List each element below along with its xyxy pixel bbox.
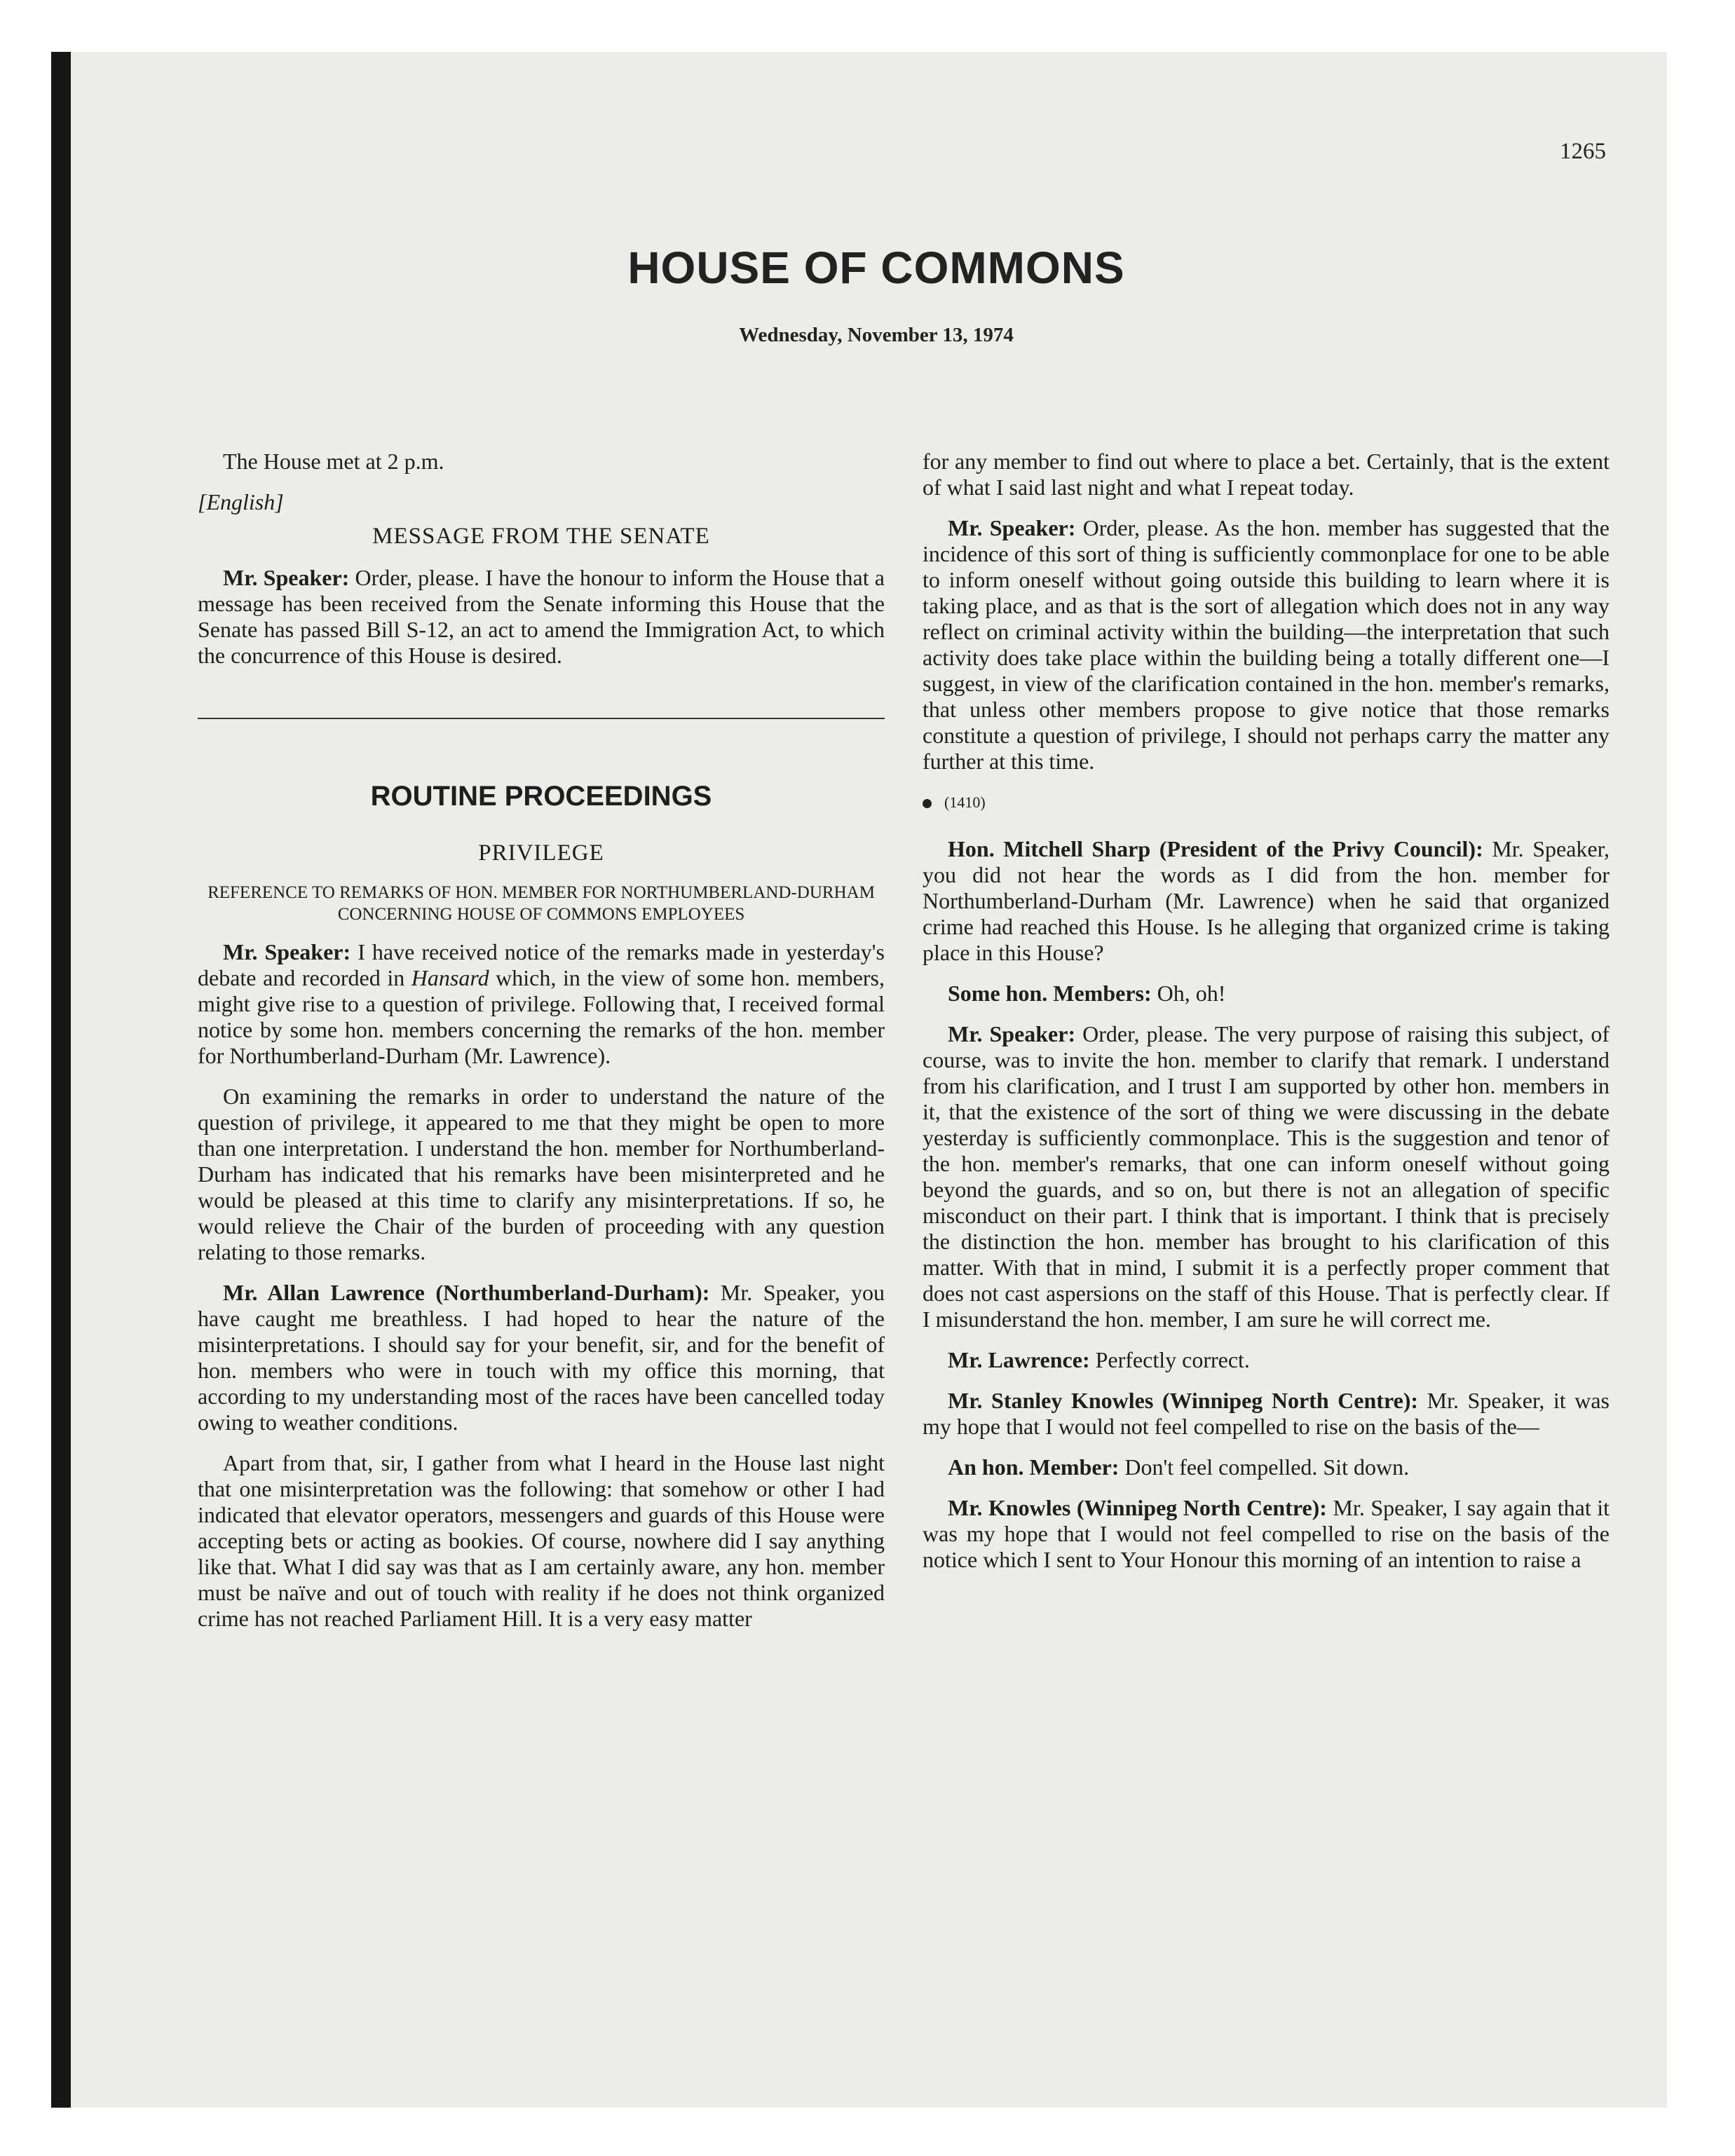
language-marker: [English] [198,489,284,514]
timestamp [923,789,1610,815]
speech-text: Order, please. The very purpose of raising this subject, of course, was to invite the hon. member to clarify that remark. I understand from his clarification, and I trust I am supported by other hon. members in it, that the existence of the sort of thing we were discussing in the debate yesterday is sufficiently commonplace. This is the suggestion and tenor of the hon. member's remarks, that one can inform oneself without going beyond the guards, and so on, but there is not an allegation of specific misconduct on their part. I think that is important. I think that is precisely the distinction the hon. member has brought to his clarification of this matter. With that in mind, I submit it is a perfectly proper comment that does not cast aspersions on the staff of this House. That is perfectly clear. If I misunderstand the hon. member, I am sure he will correct me. [923,1021,1610,1332]
page-title: HOUSE OF COMMONS [627,243,1125,293]
paragraph [923,1454,1610,1480]
paragraph [198,565,885,669]
sitting-date: Wednesday, November 13, 1974 [739,324,1014,346]
paragraph [923,981,1610,1007]
section-divider [198,718,885,719]
speech-text: Mr. Speaker, you did not hear the words as I did from the hon. member for Northumberland-Durham (Mr. Lawrence) when he said that organized crime had reached this House. Is he alleging that organized crime is taking place in this House? [923,836,1610,965]
section-heading-routine: ROUTINE PROCEEDINGS [370,781,712,812]
speech-text: Perfectly correct. [1089,1347,1250,1372]
speech-text: Order, please. As the hon. member has suggested that the incidence of this sort of thing is sufficiently commonplace for one to be able to inform oneself without going outside this building to learn where it is taking place, and as that is the sort of allegation which does not in any way reflect on criminal activity within the building—the interpretation that such activity does take place within the building being a totally different one—I suggest, in view of the clarification contained in the hon. member's remarks, that unless other members propose to give notice that those remarks constitute a question of privilege, I should not perhaps carry the matter any further at this time. [923,515,1610,774]
speaker-name: Mr. Knowles (Winnipeg North Centre): [948,1495,1327,1520]
subheading: REFERENCE TO REMARKS OF HON. MEMBER FOR NORTHUMBERLAND-DURHAM CONCERNING HOUSE OF COMMONS EMPLOYEES [207,883,875,924]
speaker-name: Mr. Speaker: [223,939,351,964]
timestamp-text: (1410) [944,793,986,811]
paragraph [923,515,1610,775]
section-heading-privilege: PRIVILEGE [478,840,604,866]
bullet-icon [923,799,932,808]
right-column [923,449,1610,1588]
speaker-name: Some hon. Members: [948,981,1152,1006]
paragraph [923,1388,1610,1440]
paragraph: Apart from that, sir, I gather from what I heard in the House last night that one misinterpretation was the following: that somehow or other I had indicated that elevator operators, messengers and guards of this House were accepting bets or acting as bookies. Of course, nowhere did I say anything like that. What I did say was that as I am certainly aware, any hon. member must be naïve and out of touch with reality if he does not think organized crime has not reached Parliament Hill. It is a very easy matter [198,1450,885,1631]
speaker-name: Hon. Mitchell Sharp (President of the Privy Council): [948,836,1483,861]
paragraph: On examining the remarks in order to understand the nature of the question of privilege, it appeared to me that they might be open to more than one interpretation. I understand the hon. member for Northumberland-Durham has indicated that his remarks have been misinterpreted and he would be pleased at this time to clarify any misinterpretations. If so, he would relieve the Chair of the burden of proceeding with any question relating to those remarks. [198,1084,885,1264]
paragraph [923,1495,1610,1573]
speaker-name: Mr. Speaker: [948,1021,1076,1046]
paragraph [923,836,1610,966]
speech-text: Don't feel compelled. Sit down. [1119,1454,1410,1480]
speech-text: Mr. Speaker, I say again that it was my hope that I would not feel compelled to rise on the basis of the notice which I sent to Your Honour this morning of an intention to raise a [923,1495,1610,1572]
speaker-name: Mr. Lawrence: [948,1347,1090,1372]
speech-text: which, in the view of some hon. members, might give rise to a question of privilege. Following that, I received formal notice by some hon. members concerning the remarks of the hon. member for Northumberland-Durham (Mr. Lawrence). [198,965,885,1068]
speech-text: Mr. Speaker, it was my hope that I would not feel compelled to rise on the basis of the— [923,1388,1610,1439]
paragraph [923,1021,1610,1332]
speech-text: I have received notice of the remarks made in yesterday's debate and recorded in [198,939,885,990]
scan-edge [51,52,71,2108]
hansard-title: Hansard [411,965,489,990]
speaker-name: Mr. Allan Lawrence (Northumberland-Durham): [223,1280,710,1305]
paragraph [198,939,885,1069]
opening-line: The House met at 2 p.m. [223,449,444,474]
left-column [198,449,885,1646]
speaker-name: Mr. Speaker: [948,515,1076,540]
speaker-name: Mr. Speaker: [223,565,350,590]
paragraph [923,1347,1610,1373]
page-number: 1265 [1560,139,1606,164]
section-heading-senate: MESSAGE FROM THE SENATE [372,524,710,549]
paragraph [198,1280,885,1435]
paragraph: for any member to find out where to place a bet. Certainly, that is the extent of what I said last night and what I repeat today. [923,449,1610,500]
speech-text: Oh, oh! [1151,981,1226,1006]
speech-text: Mr. Speaker, you have caught me breathless. I had hoped to hear the nature of the misinterpretations. I should say for your benefit, sir, and for the benefit of hon. members who were in touch with my office this morning, that according to my understanding most of the races have been cancelled today owing to weather conditions. [198,1280,885,1435]
speaker-name: Mr. Stanley Knowles (Winnipeg North Centre): [948,1388,1419,1413]
speaker-name: An hon. Member: [948,1454,1120,1480]
speech-text: Order, please. I have the honour to inform the House that a message has been received from the Senate informing this House that the Senate has passed Bill S-12, an act to amend the Immigration Act, to which the concurrence of this House is desired. [198,565,885,668]
